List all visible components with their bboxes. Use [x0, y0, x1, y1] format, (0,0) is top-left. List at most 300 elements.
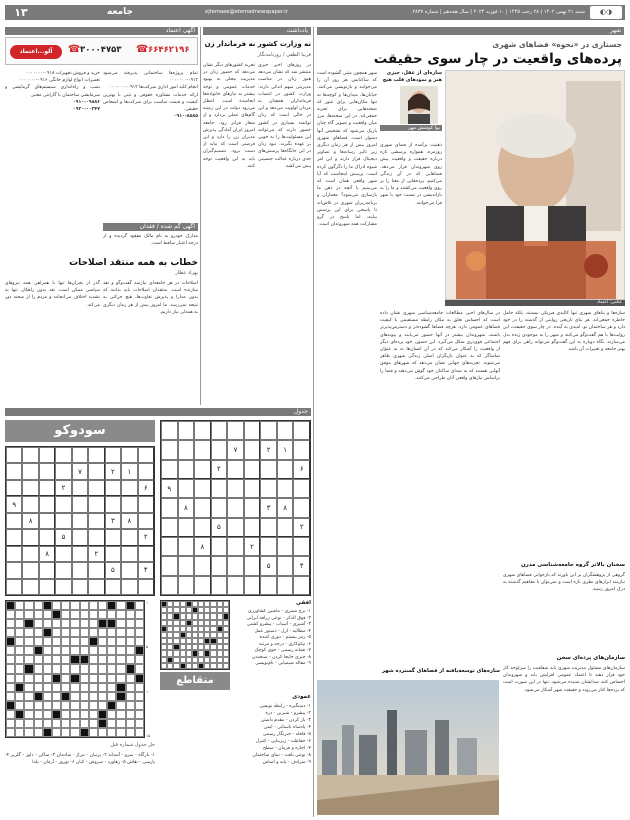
crossword-cell[interactable] [43, 610, 52, 619]
sudoku-cell[interactable] [105, 480, 121, 496]
crossword-cell[interactable] [34, 619, 43, 628]
crossword-cell[interactable] [34, 637, 43, 646]
sudoku-cell[interactable] [293, 440, 310, 459]
crossword-cell[interactable] [126, 619, 135, 628]
sudoku-cell[interactable] [138, 463, 154, 479]
sudoku-cell[interactable] [55, 562, 71, 578]
crossword-cell[interactable] [15, 655, 24, 664]
crossword-cell[interactable] [135, 728, 144, 737]
crossword-cell[interactable] [135, 610, 144, 619]
sudoku-cell[interactable] [88, 463, 104, 479]
crossword-cell[interactable] [89, 728, 98, 737]
crossword-cell[interactable] [89, 710, 98, 719]
sudoku-cell[interactable] [72, 496, 88, 512]
crossword-cell[interactable] [70, 610, 79, 619]
crossword-cell[interactable] [70, 619, 79, 628]
crossword-cell[interactable] [24, 692, 33, 701]
sudoku-cell[interactable] [39, 579, 55, 595]
crossword-cell[interactable] [98, 655, 107, 664]
sudoku-cell[interactable] [55, 447, 71, 463]
sudoku-cell[interactable] [6, 447, 22, 463]
header-email[interactable]: ejtemaee@etemadnewspaper.ir [205, 9, 288, 15]
sudoku-cell[interactable]: ۲ [138, 529, 154, 545]
sudoku-cell[interactable]: ۸ [194, 537, 211, 556]
sudoku-cell[interactable] [6, 579, 22, 595]
crossword-cell[interactable] [15, 664, 24, 673]
crossword-cell[interactable] [135, 710, 144, 719]
sudoku-cell[interactable] [211, 498, 228, 517]
sudoku-cell[interactable] [55, 463, 71, 479]
crossword-cell[interactable] [107, 610, 116, 619]
crossword-cell[interactable] [15, 628, 24, 637]
sudoku-cell[interactable] [121, 480, 137, 496]
crossword-cell[interactable] [70, 710, 79, 719]
crossword-cell[interactable] [116, 619, 125, 628]
crossword-cell[interactable] [107, 646, 116, 655]
crossword-cell[interactable] [98, 628, 107, 637]
crossword-cell[interactable] [116, 728, 125, 737]
sudoku-cell[interactable] [22, 529, 38, 545]
crossword-cell[interactable] [107, 674, 116, 683]
crossword-cell[interactable] [15, 719, 24, 728]
crossword-cell[interactable] [43, 619, 52, 628]
sudoku-cell[interactable] [138, 579, 154, 595]
sudoku-cell[interactable] [105, 496, 121, 512]
crossword-cell[interactable] [80, 619, 89, 628]
sudoku-cell[interactable]: ۹ [6, 496, 22, 512]
crossword-cell[interactable] [43, 701, 52, 710]
sudoku-cell[interactable] [244, 440, 261, 459]
crossword-cell[interactable] [107, 655, 116, 664]
crossword-cell[interactable] [24, 683, 33, 692]
crossword-cell[interactable] [116, 719, 125, 728]
crossword-cell[interactable] [70, 646, 79, 655]
crossword-cell[interactable] [80, 683, 89, 692]
sudoku-cell[interactable] [260, 421, 277, 440]
crossword-cell[interactable] [70, 664, 79, 673]
sudoku-cell[interactable]: ۸ [121, 513, 137, 529]
crossword-cell[interactable] [24, 674, 33, 683]
crossword-cell[interactable] [135, 601, 144, 610]
crossword-cell[interactable] [98, 646, 107, 655]
crossword-cell[interactable] [135, 637, 144, 646]
crossword-cell[interactable] [89, 664, 98, 673]
crossword-cell[interactable] [135, 664, 144, 673]
crossword-cell[interactable] [116, 610, 125, 619]
sudoku-cell[interactable] [121, 529, 137, 545]
sudoku-cell[interactable] [121, 562, 137, 578]
sudoku-cell[interactable] [161, 440, 178, 459]
sudoku-cell[interactable] [277, 537, 294, 556]
sudoku-cell[interactable] [105, 447, 121, 463]
crossword-cell[interactable] [34, 701, 43, 710]
crossword-cell[interactable] [89, 683, 98, 692]
crossword-cell[interactable] [70, 601, 79, 610]
crossword-cell[interactable] [107, 683, 116, 692]
sudoku-cell[interactable] [178, 440, 195, 459]
crossword-cell[interactable] [6, 619, 15, 628]
crossword-cell[interactable] [15, 692, 24, 701]
crossword-cell[interactable] [52, 601, 61, 610]
crossword-cell[interactable] [15, 701, 24, 710]
crossword-cell[interactable] [116, 655, 125, 664]
sudoku-cell[interactable] [227, 556, 244, 575]
sudoku-cell[interactable]: ۲ [244, 537, 261, 556]
sudoku-cell[interactable] [194, 460, 211, 479]
sudoku-cell[interactable]: ۴ [138, 562, 154, 578]
crossword-cell[interactable] [89, 674, 98, 683]
crossword-cell[interactable] [15, 646, 24, 655]
sudoku-cell[interactable] [293, 537, 310, 556]
crossword-cell[interactable] [135, 692, 144, 701]
sudoku-cell[interactable] [161, 537, 178, 556]
crossword-cell[interactable] [52, 619, 61, 628]
crossword-cell[interactable] [70, 728, 79, 737]
crossword-cell[interactable] [126, 710, 135, 719]
sudoku-cell[interactable] [22, 546, 38, 562]
sudoku-cell[interactable] [39, 496, 55, 512]
crossword-cell[interactable] [98, 637, 107, 646]
crossword-cell[interactable] [6, 664, 15, 673]
sudoku-cell[interactable]: ۷ [72, 463, 88, 479]
crossword-cell[interactable] [61, 646, 70, 655]
crossword-cell[interactable] [61, 674, 70, 683]
crossword-cell[interactable] [52, 701, 61, 710]
crossword-cell[interactable] [34, 655, 43, 664]
sudoku-cell[interactable] [194, 576, 211, 595]
crossword-cell[interactable] [43, 692, 52, 701]
sudoku-cell[interactable] [88, 496, 104, 512]
sudoku-cell[interactable]: ۸ [22, 513, 38, 529]
crossword-cell[interactable] [70, 692, 79, 701]
sudoku-cell[interactable] [194, 556, 211, 575]
crossword-cell[interactable] [52, 637, 61, 646]
crossword-cell[interactable] [70, 628, 79, 637]
crossword-cell[interactable] [126, 610, 135, 619]
sudoku-cell[interactable] [260, 518, 277, 537]
crossword-cell[interactable] [24, 719, 33, 728]
crossword-cell[interactable] [15, 619, 24, 628]
sudoku-cell[interactable] [121, 447, 137, 463]
sudoku-cell[interactable] [105, 579, 121, 595]
crossword-cell[interactable] [89, 701, 98, 710]
sudoku-cell[interactable] [178, 421, 195, 440]
crossword-cell[interactable] [116, 646, 125, 655]
crossword-cell[interactable] [116, 674, 125, 683]
crossword-cell[interactable] [43, 637, 52, 646]
sudoku-cell[interactable] [194, 421, 211, 440]
crossword-cell[interactable] [34, 601, 43, 610]
crossword-cell[interactable] [80, 637, 89, 646]
sudoku-cell[interactable]: ۵ [105, 562, 121, 578]
sudoku-cell[interactable] [39, 463, 55, 479]
crossword-cell[interactable] [6, 610, 15, 619]
crossword-cell[interactable] [98, 664, 107, 673]
sudoku-cell[interactable] [211, 421, 228, 440]
crossword-cell[interactable] [126, 719, 135, 728]
crossword-cell[interactable] [15, 674, 24, 683]
ads-phone-2[interactable]: ۳۰۰۰۴۷۵۳ [80, 45, 122, 55]
sudoku-cell[interactable]: ۶ [293, 460, 310, 479]
sudoku-cell[interactable] [260, 537, 277, 556]
crossword-cell[interactable] [107, 628, 116, 637]
crossword-cell[interactable] [116, 710, 125, 719]
crossword-cell[interactable] [52, 719, 61, 728]
sudoku-cell[interactable] [211, 479, 228, 498]
sudoku-cell[interactable] [39, 447, 55, 463]
crossword-cell[interactable] [34, 710, 43, 719]
sudoku-cell[interactable] [72, 562, 88, 578]
sudoku-cell[interactable]: ۱ [121, 463, 137, 479]
crossword-cell[interactable] [52, 692, 61, 701]
sudoku-cell[interactable] [88, 579, 104, 595]
crossword-cell[interactable] [116, 628, 125, 637]
sudoku-cell[interactable] [88, 562, 104, 578]
crossword-cell[interactable] [98, 692, 107, 701]
crossword-cell[interactable] [98, 601, 107, 610]
crossword-grid-left[interactable] [5, 600, 145, 738]
crossword-cell[interactable] [116, 664, 125, 673]
sudoku-cell[interactable] [121, 546, 137, 562]
sudoku-cell[interactable] [138, 546, 154, 562]
sudoku-cell[interactable] [39, 513, 55, 529]
sudoku-cell[interactable] [88, 480, 104, 496]
sudoku-cell[interactable] [227, 460, 244, 479]
crossword-cell[interactable] [80, 701, 89, 710]
crossword-cell[interactable] [80, 674, 89, 683]
crossword-cell[interactable] [34, 683, 43, 692]
ads-phone-1[interactable]: ۶۶۴۶۲۱۹۶ [148, 45, 190, 55]
crossword-cell[interactable] [15, 601, 24, 610]
sudoku-cell[interactable] [121, 496, 137, 512]
sudoku-cell[interactable]: ۲ [211, 460, 228, 479]
crossword-cell[interactable] [34, 628, 43, 637]
sudoku-grid-small[interactable] [5, 446, 155, 596]
sudoku-cell[interactable] [227, 421, 244, 440]
crossword-cell[interactable] [24, 655, 33, 664]
crossword-cell[interactable] [61, 637, 70, 646]
crossword-cell[interactable] [43, 683, 52, 692]
sudoku-cell[interactable] [260, 479, 277, 498]
crossword-cell[interactable] [43, 646, 52, 655]
sudoku-cell[interactable] [6, 562, 22, 578]
crossword-cell[interactable] [107, 692, 116, 701]
crossword-cell[interactable] [6, 628, 15, 637]
sudoku-cell[interactable] [55, 513, 71, 529]
crossword-cell[interactable] [126, 683, 135, 692]
crossword-cell[interactable] [126, 637, 135, 646]
ad-phone-b[interactable]: ۰۹۱۰-۰۹۸۸۶ [72, 99, 100, 105]
crossword-cell[interactable] [126, 701, 135, 710]
crossword-cell[interactable] [126, 692, 135, 701]
sudoku-cell[interactable] [161, 576, 178, 595]
crossword-cell[interactable] [107, 710, 116, 719]
crossword-cell[interactable] [34, 719, 43, 728]
sudoku-cell[interactable] [227, 479, 244, 498]
sudoku-cell[interactable]: ۵ [260, 556, 277, 575]
crossword-cell[interactable] [61, 710, 70, 719]
crossword-cell[interactable] [89, 692, 98, 701]
sudoku-cell[interactable] [178, 576, 195, 595]
sudoku-cell[interactable] [178, 479, 195, 498]
crossword-cell[interactable] [34, 728, 43, 737]
crossword-cell[interactable] [15, 637, 24, 646]
sudoku-cell[interactable] [277, 518, 294, 537]
crossword-cell[interactable] [52, 628, 61, 637]
sudoku-cell[interactable] [88, 529, 104, 545]
crossword-cell[interactable] [61, 628, 70, 637]
sudoku-cell[interactable] [277, 479, 294, 498]
sudoku-cell[interactable] [138, 496, 154, 512]
sudoku-cell[interactable] [55, 579, 71, 595]
crossword-cell[interactable] [61, 619, 70, 628]
sudoku-cell[interactable] [72, 529, 88, 545]
sudoku-cell[interactable] [55, 496, 71, 512]
sudoku-cell[interactable] [277, 460, 294, 479]
crossword-cell[interactable] [43, 655, 52, 664]
sudoku-cell[interactable] [293, 479, 310, 498]
crossword-cell[interactable] [107, 664, 116, 673]
crossword-cell[interactable] [98, 701, 107, 710]
sudoku-cell[interactable] [138, 513, 154, 529]
sudoku-cell[interactable] [88, 513, 104, 529]
crossword-cell[interactable] [116, 637, 125, 646]
sudoku-cell[interactable]: ۳ [105, 513, 121, 529]
crossword-cell[interactable] [89, 646, 98, 655]
crossword-cell[interactable] [89, 619, 98, 628]
sudoku-cell[interactable]: ۲ [55, 480, 71, 496]
crossword-cell[interactable] [126, 728, 135, 737]
crossword-cell[interactable] [6, 646, 15, 655]
sudoku-cell[interactable]: ۵ [211, 518, 228, 537]
crossword-cell[interactable] [70, 701, 79, 710]
crossword-cell[interactable] [70, 637, 79, 646]
crossword-cell[interactable] [80, 710, 89, 719]
crossword-cell[interactable] [70, 683, 79, 692]
crossword-cell[interactable] [6, 674, 15, 683]
sudoku-cell[interactable]: ۱ [277, 440, 294, 459]
sudoku-cell[interactable]: ۸ [277, 498, 294, 517]
sudoku-cell[interactable] [121, 579, 137, 595]
crossword-cell[interactable] [98, 674, 107, 683]
sudoku-cell[interactable] [6, 463, 22, 479]
sudoku-cell[interactable] [277, 556, 294, 575]
crossword-cell[interactable] [61, 664, 70, 673]
crossword-cell[interactable] [80, 610, 89, 619]
sudoku-cell[interactable]: ۹ [161, 479, 178, 498]
crossword-cell[interactable] [52, 728, 61, 737]
sudoku-cell[interactable] [138, 447, 154, 463]
sudoku-grid-large[interactable] [160, 420, 311, 596]
crossword-cell[interactable] [80, 646, 89, 655]
sudoku-cell[interactable] [293, 576, 310, 595]
sudoku-cell[interactable] [260, 460, 277, 479]
sudoku-cell[interactable] [194, 479, 211, 498]
crossword-cell[interactable] [61, 701, 70, 710]
sudoku-cell[interactable]: ۲ [260, 440, 277, 459]
sudoku-cell[interactable] [72, 579, 88, 595]
sudoku-cell[interactable] [39, 562, 55, 578]
crossword-cell[interactable] [61, 601, 70, 610]
crossword-cell[interactable] [43, 674, 52, 683]
sudoku-cell[interactable]: ۴ [293, 556, 310, 575]
crossword-cell[interactable] [24, 601, 33, 610]
crossword-cell[interactable] [126, 674, 135, 683]
sudoku-cell[interactable] [244, 479, 261, 498]
ad-phone-c[interactable]: ۰۹۲۰-۰۰۳۴۷ [72, 107, 100, 113]
sudoku-cell[interactable] [244, 460, 261, 479]
sudoku-cell[interactable]: ۲ [293, 518, 310, 537]
sudoku-cell[interactable] [244, 556, 261, 575]
crossword-cell[interactable] [135, 719, 144, 728]
crossword-cell[interactable] [70, 719, 79, 728]
sudoku-cell[interactable] [244, 421, 261, 440]
crossword-cell[interactable] [6, 683, 15, 692]
sudoku-cell[interactable] [6, 513, 22, 529]
crossword-cell[interactable] [6, 728, 15, 737]
crossword-cell[interactable] [15, 728, 24, 737]
sudoku-cell[interactable] [22, 496, 38, 512]
sudoku-cell[interactable] [22, 579, 38, 595]
sudoku-cell[interactable] [6, 480, 22, 496]
sudoku-cell[interactable] [72, 546, 88, 562]
sudoku-cell[interactable]: ۷ [227, 440, 244, 459]
sudoku-cell[interactable] [244, 498, 261, 517]
crossword-cell[interactable] [43, 664, 52, 673]
crossword-cell[interactable] [52, 664, 61, 673]
sudoku-cell[interactable] [22, 447, 38, 463]
sudoku-cell[interactable] [244, 576, 261, 595]
sudoku-cell[interactable] [227, 518, 244, 537]
sudoku-cell[interactable] [39, 480, 55, 496]
crossword-cell[interactable] [61, 728, 70, 737]
crossword-cell[interactable] [80, 719, 89, 728]
crossword-cell[interactable] [107, 637, 116, 646]
sudoku-cell[interactable] [194, 498, 211, 517]
crossword-cell[interactable] [34, 610, 43, 619]
crossword-cell[interactable] [126, 646, 135, 655]
sudoku-cell[interactable] [22, 480, 38, 496]
sudoku-cell[interactable] [88, 447, 104, 463]
crossword-cell[interactable] [6, 719, 15, 728]
crossword-cell[interactable] [24, 637, 33, 646]
crossword-cell[interactable] [98, 728, 107, 737]
sudoku-cell[interactable] [178, 556, 195, 575]
crossword-cell[interactable] [61, 610, 70, 619]
crossword-cell[interactable] [61, 719, 70, 728]
crossword-cell[interactable] [135, 619, 144, 628]
crossword-cell[interactable] [80, 692, 89, 701]
crossword-cell[interactable] [52, 683, 61, 692]
sudoku-cell[interactable] [211, 576, 228, 595]
crossword-cell[interactable] [15, 610, 24, 619]
sudoku-cell[interactable] [244, 518, 261, 537]
crossword-cell[interactable] [89, 655, 98, 664]
sudoku-cell[interactable] [211, 556, 228, 575]
sudoku-cell[interactable] [227, 576, 244, 595]
sudoku-cell[interactable] [277, 421, 294, 440]
crossword-cell[interactable] [135, 628, 144, 637]
crossword-cell[interactable] [24, 710, 33, 719]
crossword-cell[interactable] [135, 655, 144, 664]
sudoku-cell[interactable]: ۸ [178, 498, 195, 517]
sudoku-cell[interactable] [293, 498, 310, 517]
sudoku-cell[interactable] [72, 513, 88, 529]
sudoku-cell[interactable] [194, 518, 211, 537]
crossword-cell[interactable] [126, 655, 135, 664]
crossword-cell[interactable] [107, 719, 116, 728]
sudoku-cell[interactable] [260, 576, 277, 595]
